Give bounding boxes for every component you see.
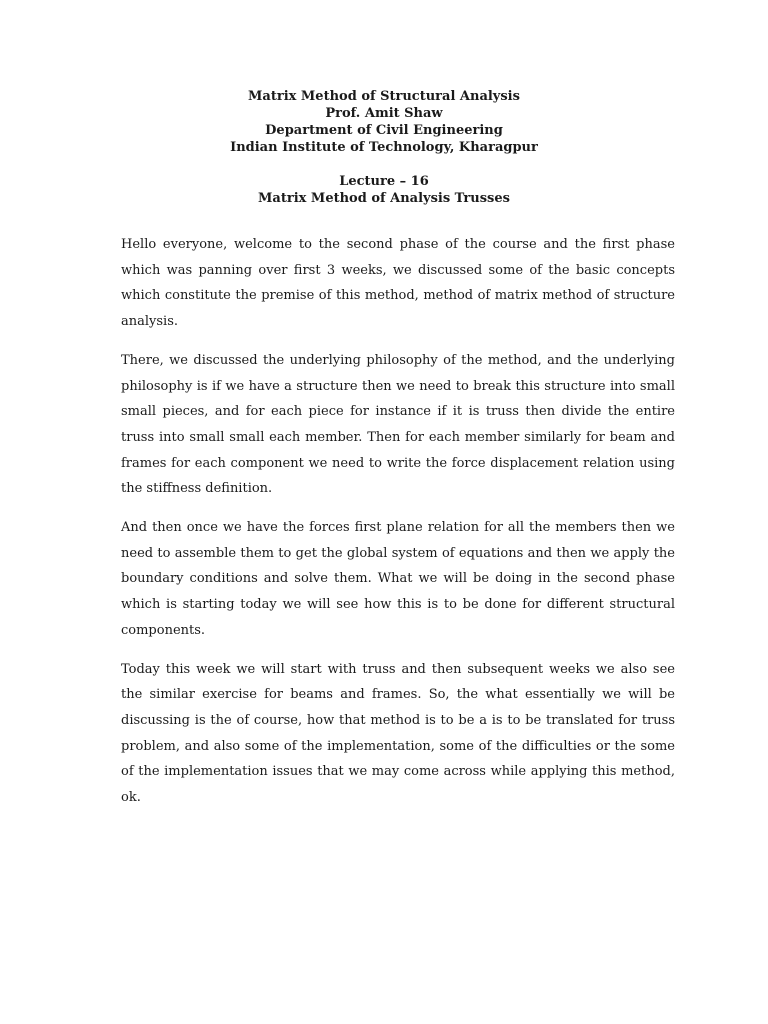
paragraph-3: And then once we have the forces first plane relation for all the members then we need to assemble them to get the global system of equations and then we apply the boundary conditions and solve them. What we will be doing in the second phase which is starting today we will see how this is to be done for different structural components. — [121, 520, 675, 638]
lecture-number: Lecture – 16 — [339, 174, 429, 189]
department-name: Department of Civil Engineering — [265, 123, 503, 138]
institute-name: Indian Institute of Technology, Kharagpur — [230, 140, 538, 155]
professor-name: Prof. Amit Shaw — [325, 106, 443, 121]
course-title: Matrix Method of Structural Analysis — [248, 89, 520, 104]
paragraph-1: Hello everyone, welcome to the second phase of the course and the first phase which was panning over first 3 weeks, we discussed some of the basic concepts which constitute the premise of this method, method of matrix method of structure analysis. — [121, 237, 675, 330]
transcript-body — [121, 232, 675, 824]
document-header — [0, 88, 768, 207]
paragraph-2: There, we discussed the underlying philosophy of the method, and the underlying philosophy is if we have a structure then we need to break this structure into small small pieces, and for each piece for instance if it is truss then divide the entire truss into small small each member. Then for each member similarly for beam and frames for each component we need to write the force displacement relation using the stiffness definition. — [121, 352, 675, 497]
header-spacer — [0, 156, 768, 173]
paragraph-4: Today this week we will start with truss and then subsequent weeks we also see the similar exercise for beams and frames. So, the what essentially we will be discussing is the of course, how that method is to be a is to be translated for truss problem, and also some of the implementation, some of the difficulties or the some of the implementation issues that we may come across while applying this method, ok. — [121, 661, 675, 806]
lecture-title: Matrix Method of Analysis Trusses — [258, 191, 510, 206]
